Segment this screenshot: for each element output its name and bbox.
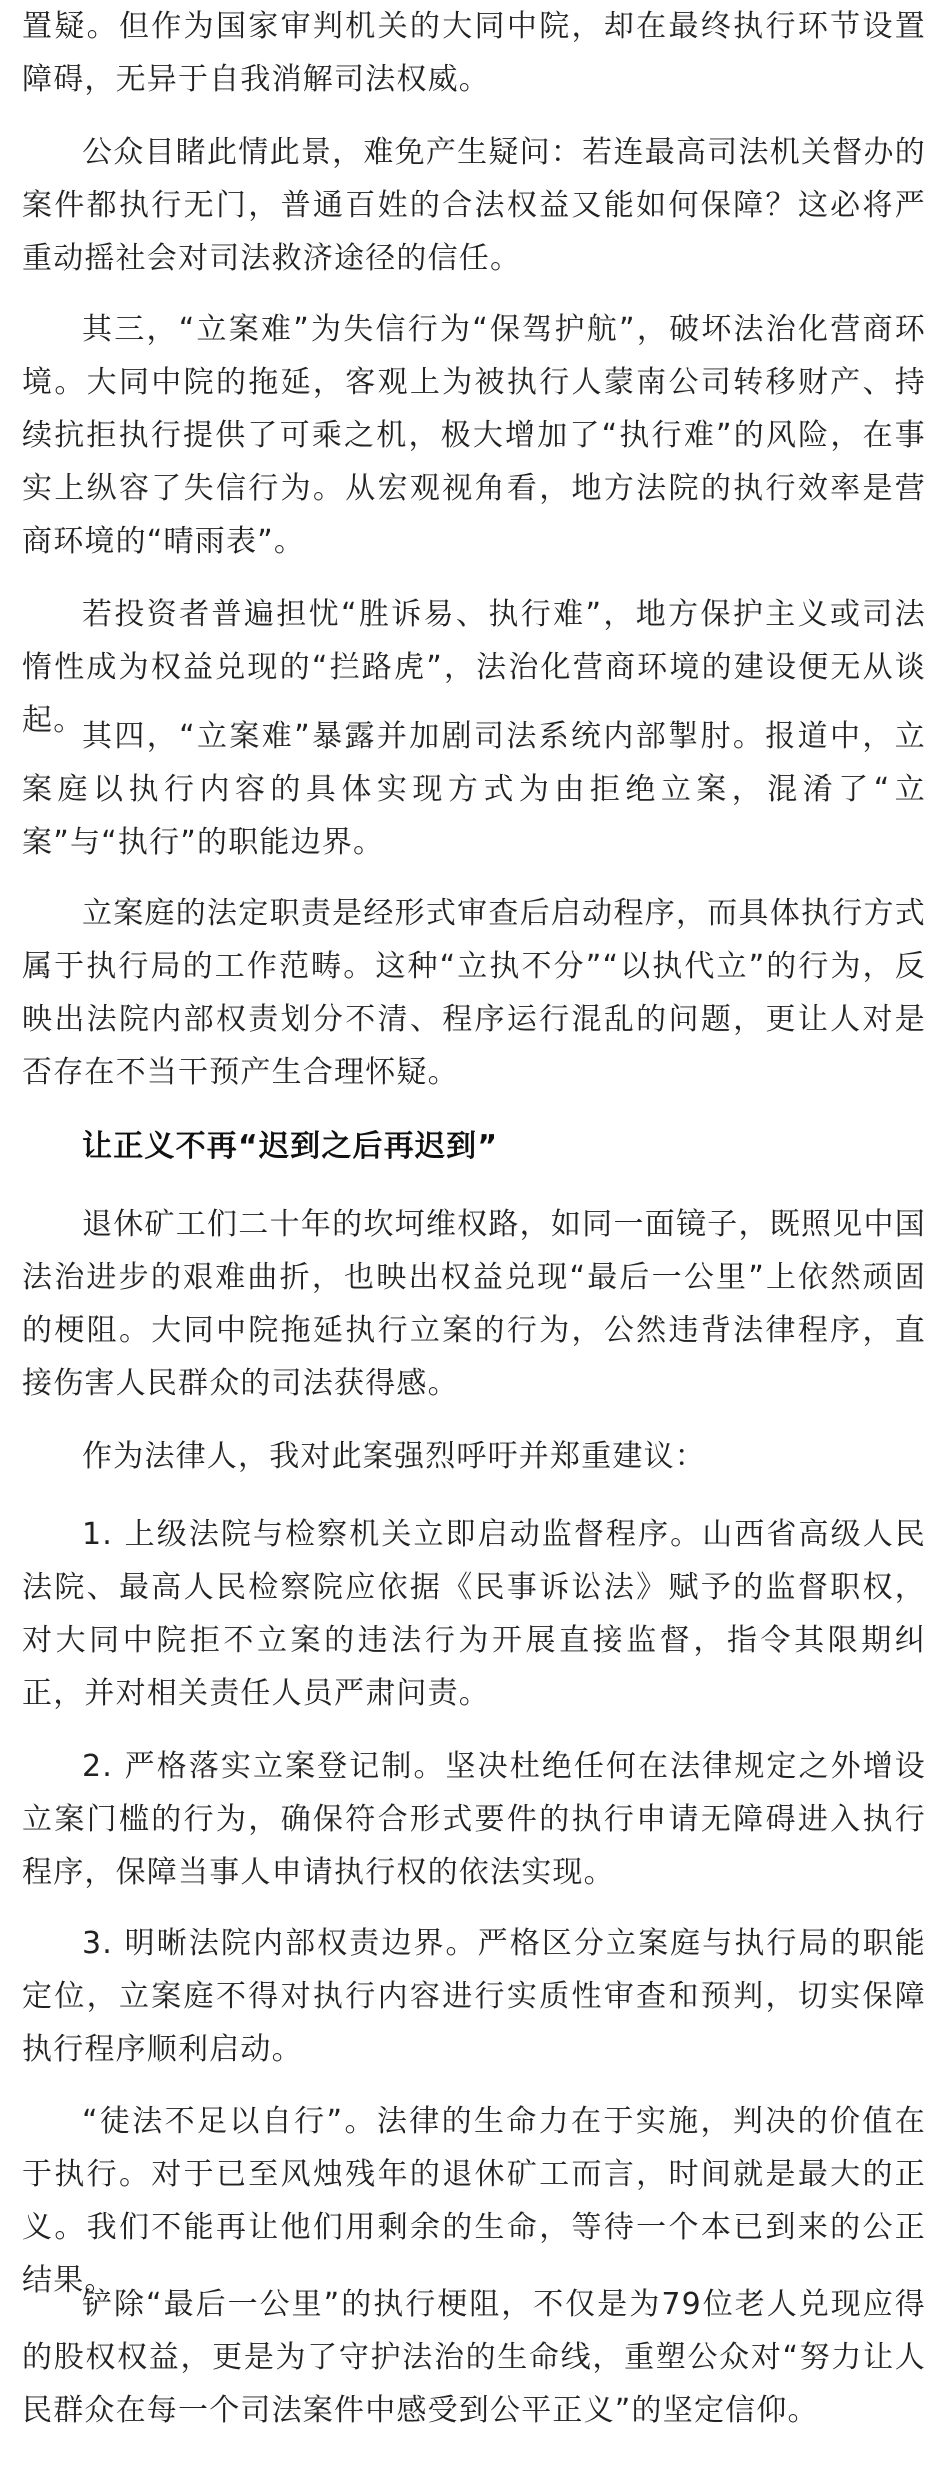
paragraph-10: 铲除“最后一公里”的执行梗阻，不仅是为79位老人兑现应得的股权权益，更是为了守护法治的生命线，重塑公众对“努力让人民群众在每一个司法案件中感受到公平正义”的坚定信仰。 [22, 2287, 926, 2428]
section-heading: 让正义不再“迟到之后再迟到” [82, 1129, 499, 1164]
paragraph-5: 其四，“立案难”暴露并加剧司法系统内部掣肘。报道中，立案庭以执行内容的具体实现方式为由拒绝立案，混淆了“立案”与“执行”的职能边界。 [22, 719, 926, 860]
paragraph-9: “徒法不足以自行”。法律的生命力在于实施，判决的价值在于执行。对于已至风烛残年的退休矿工而言，时间就是最大的正义。我们不能再让他们用剩余的生命，等待一个本已到来的公正结果。 [22, 2104, 926, 2298]
paragraph-2: 公众目睹此情此景，难免产生疑问：若连最高司法机关督办的案件都执行无门，普通百姓的合法权益又能如何保障？这必将严重动摇社会对司法救济途径的信任。 [22, 135, 926, 276]
paragraph-8: 作为法律人，我对此案强烈呼吁并郑重建议： [82, 1439, 706, 1474]
recommendation-2: 2. 严格落实立案登记制。坚决杜绝任何在法律规定之外增设立案门槛的行为，确保符合形式要件的执行申请无障碍进入执行程序，保障当事人申请执行权的依法实现。 [22, 1749, 926, 1890]
recommendation-3: 3. 明晰法院内部权责边界。严格区分立案庭与执行局的职能定位，立案庭不得对执行内容进行实质性审查和预判，切实保障执行程序顺利启动。 [22, 1926, 926, 2067]
recommendation-1: 1. 上级法院与检察机关立即启动监督程序。山西省高级人民法院、最高人民检察院应依据《民事诉讼法》赋予的监督职权，对大同中院拒不立案的违法行为开展直接监督，指令其限期纠正，并对相关责任人员严肃问责。 [22, 1517, 926, 1711]
paragraph-1: 置疑。但作为国家审判机关的大同中院，却在最终执行环节设置障碍，无异于自我消解司法权威。 [22, 9, 926, 97]
paragraph-3: 其三，“立案难”为失信行为“保驾护航”，破坏法治化营商环境。大同中院的拖延，客观上为被执行人蒙南公司转移财产、持续抗拒执行提供了可乘之机，极大增加了“执行难”的风险，在事实上纵容了失信行为。从宏观视角看，地方法院的执行效率是营商环境的“晴雨表”。 [22, 312, 926, 559]
paragraph-4: 若投资者普遍担忧“胜诉易、执行难”，地方保护主义或司法惰性成为权益兑现的“拦路虎”，法治化营商环境的建设便无从谈起。 [22, 597, 926, 738]
paragraph-6: 立案庭的法定职责是经形式审查后启动程序，而具体执行方式属于执行局的工作范畴。这种“立执不分”“以执代立”的行为，反映出法院内部权责划分不清、程序运行混乱的问题，更让人对是否存在不当干预产生合理怀疑。 [22, 896, 926, 1090]
paragraph-7: 退休矿工们二十年的坎坷维权路，如同一面镜子，既照见中国法治进步的艰难曲折，也映出权益兑现“最后一公里”上依然顽固的梗阻。大同中院拖延执行立案的行为，公然违背法律程序，直接伤害人民群众的司法获得感。 [22, 1207, 926, 1401]
